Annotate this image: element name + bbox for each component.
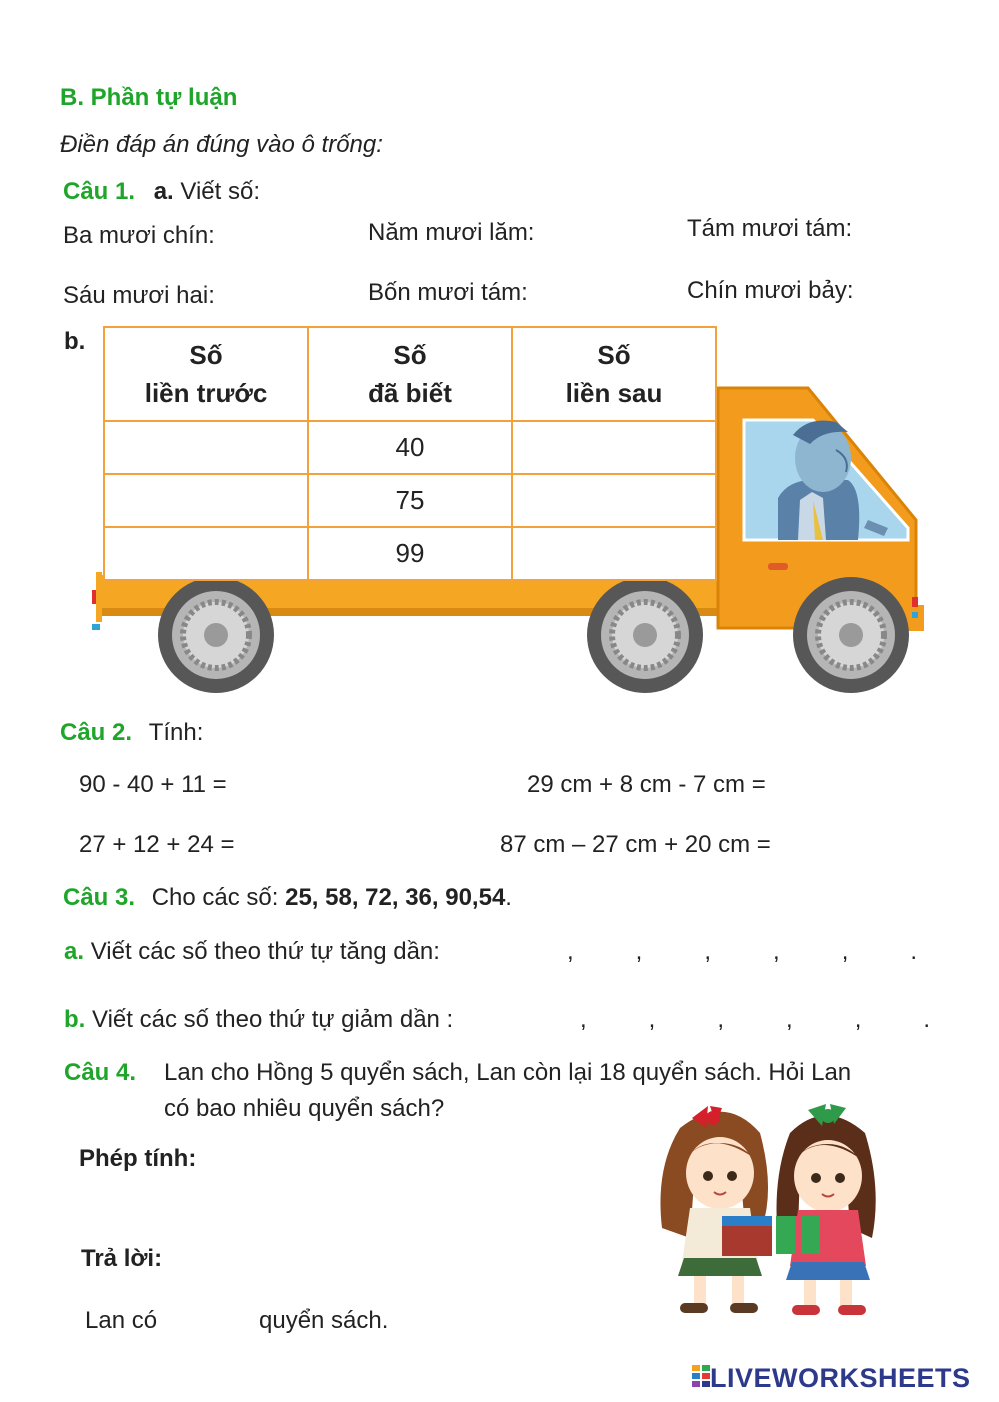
q1-part-a-text: Viết số: [180,178,260,205]
table-row [104,421,716,474]
table-row [104,527,716,580]
q3-b-text: Viết các số theo thứ tự giảm dần : [92,1006,454,1033]
header-next: Số liền sau [512,327,716,421]
q3-heading [63,884,512,912]
q1-item-3: Tám mươi tám: [687,215,853,242]
q2-expr-2: 29 cm + 8 cm - 7 cm = [527,771,766,798]
answer-cell[interactable] [104,421,308,474]
q1-item-1: Ba mươi chín: [63,222,215,249]
header-previous: Số liền trước [104,327,308,421]
q2-text: Tính: [148,719,204,746]
q3-a-label: a. [64,938,85,965]
q1-part-b-label: b. [64,328,86,355]
q3-a-blanks[interactable]: , , , , , . [567,938,918,965]
q3-b-label: b. [64,1006,86,1033]
wheel-rear [158,577,274,693]
q3-end: . [505,884,512,911]
q4-label: Câu 4. [64,1059,137,1086]
table-row [104,474,716,527]
answer-cell[interactable] [512,474,716,527]
q4-calc-label: Phép tính: [79,1145,197,1172]
instruction: Điền đáp án đúng vào ô trống: [60,131,383,158]
table-header-row [104,327,716,421]
q3-label: Câu 3. [63,884,136,911]
q4-answer-start: Lan có [85,1307,158,1334]
wheel-middle [587,577,703,693]
answer-cell[interactable] [512,527,716,580]
logo-text: LIVEWORKSHEETS [710,1363,971,1393]
answer-cell[interactable] [104,527,308,580]
q3-a-text: Viết các số theo thứ tự tăng dần: [90,938,440,965]
wheel-front [793,577,909,693]
known-cell: 75 [308,474,512,527]
q1-label: Câu 1. [63,178,136,205]
q2-expr-3: 27 + 12 + 24 = [79,831,235,858]
number-table [103,326,717,581]
q4-answer-end: quyển sách. [259,1307,389,1334]
header-known: Số đã biết [308,327,512,421]
q1-item-6: Chín mươi bảy: [687,277,854,304]
q2-heading [60,719,203,747]
q3-part-a [64,938,440,966]
answer-cell[interactable] [104,474,308,527]
girl-right [776,1104,876,1315]
liveworksheets-logo-icon [692,1365,710,1389]
q3-part-b [64,1006,453,1034]
q1-item-2: Năm mươi lăm: [368,219,535,246]
known-cell: 40 [308,421,512,474]
q1-item-4: Sáu mươi hai: [63,282,215,309]
q1-part-a-label: a. [153,178,174,205]
q2-label: Câu 2. [60,719,133,746]
q4-line-1: Lan cho Hồng 5 quyển sách, Lan còn lại 18 quyển sách. Hỏi Lan [164,1059,852,1086]
answer-cell[interactable] [512,421,716,474]
q3-text: Cho các số: [151,884,279,911]
q2-expr-4: 87 cm – 27 cm + 20 cm = [500,831,771,858]
q4-line-2: có bao nhiêu quyển sách? [164,1095,445,1122]
girls-illustration [650,1098,890,1330]
q3-numbers: 25, 58, 72, 36, 90,54 [285,884,506,911]
q1-item-5: Bốn mươi tám: [368,279,528,306]
q3-b-blanks[interactable]: , , , , , . [580,1006,931,1033]
liveworksheets-logo[interactable] [692,1363,971,1394]
q4-answer-label: Trả lời: [81,1245,163,1272]
section-title: B. Phần tự luận [60,84,238,111]
known-cell: 99 [308,527,512,580]
q2-expr-1: 90 - 40 + 11 = [79,771,227,798]
girl-left [660,1106,772,1313]
q1-heading [63,178,260,206]
